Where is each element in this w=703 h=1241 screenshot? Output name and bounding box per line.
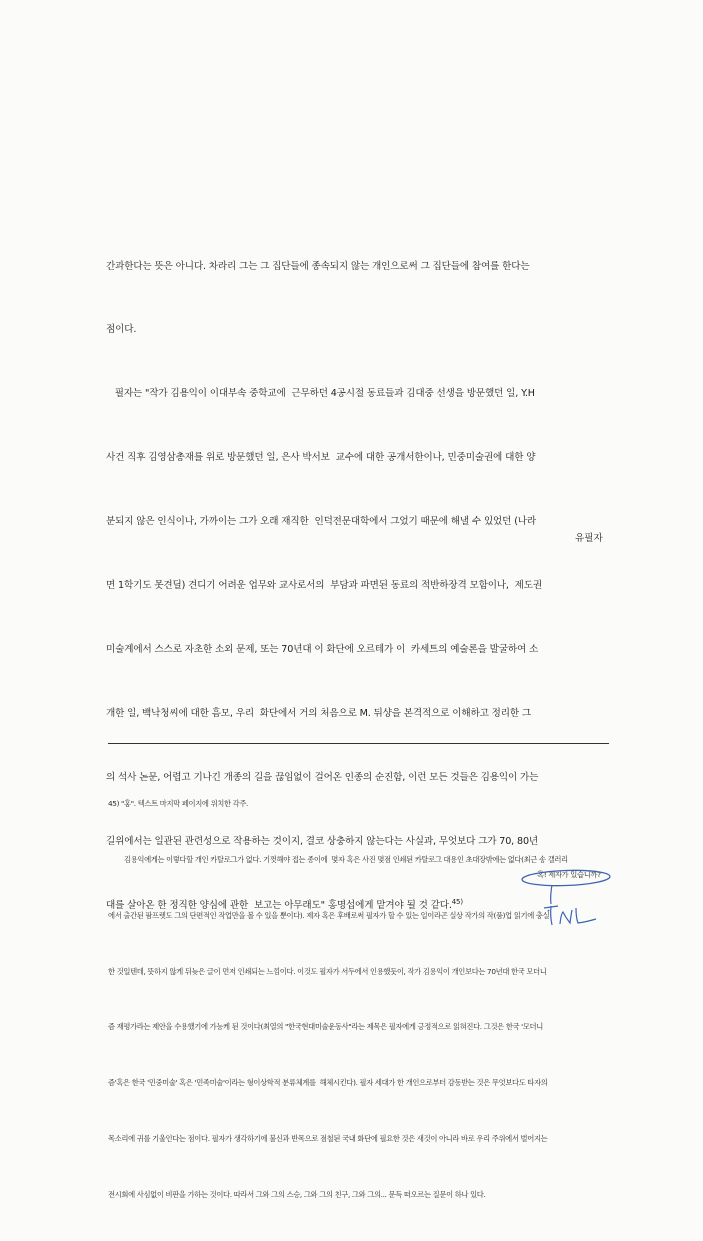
body-line: 면 1학기도 못견딜) 견디기 어려운 업무와 교사로서의 부담과 파면된 동료의 적반하장격 모함이나, 제도권 [106,580,542,592]
body-line-text: 대를 살아온 한 정직한 양심에 관한 보고는 아무래도" 홍명섭에게 맡겨야 될 것 같다. [106,899,452,911]
pen-signature-t [544,906,558,925]
body-line: 길위에서는 일관된 관련성으로 작용하는 것이지, 결코 상충하지 않는다는 사실과, 무엇보다 그가 70, 80년 [106,835,539,847]
footnote-divider [108,743,609,744]
pen-signature-n [560,910,572,924]
footnote-line: 목소리에 귀를 기울인다는 점이다. 필자가 생각하기에 불신과 반목으로 점철된 국내 화단에 필요한 것은 새것이 아니라 바로 우리 주위에서 벌어지는 [108,1133,548,1143]
author-signature: 유필자 [575,533,603,544]
handwritten-question: 혹! 제자가 있습니까? [537,870,601,879]
footnote-line: 김용익에게는 이렇다할 개인 카탈로그가 없다. 기껏해야 접는 종이에 몇자 혹은 사진 몇점 인쇄된 카탈로그 대용인 초대장밖에는 없다(최근 송 갤러리 [124,854,568,864]
footnote-line: 에서 출간된 팜프렛도 그의 단편적인 작업만을 볼 수 있을 뿐이다). 제자 혹은 후배로써 필자가 할 수 있는 일이라곤 실상 작가의 작(품)업 읽기에 충실 [108,910,550,920]
footnote-header: 45) "홍". 텍스트 마지막 페이지에 위치한 각주. [108,799,249,809]
footnote-line: 한 것일텐데, 뜻하지 않게 뒤늦은 글이 먼저 인쇄되는 느낌이다. 이것도 필자가 서두에서 인용했듯이, 작가 김용익이 개인보다는 70년대 한국 모더니 [108,966,547,976]
footnote-reference: 45) [451,897,463,906]
body-line: 개한 일, 백낙청씨에 대한 흠모, 우리 화단에서 거의 처음으로 M. 뒤샹을 본격적으로 이해하고 정리한 그 [106,707,532,719]
body-line: 사건 직후 김영삼총재를 위로 방문했던 일, 은사 박서보 교수에 대한 공개서한이나, 민중미술권에 대한 양 [106,452,536,464]
body-line: 간과한다는 뜻은 아니다. 차라리 그는 그 집단들에 종속되지 않는 개인으로써 그 집단들에 참여를 한다는 [106,260,530,272]
footnote-line: 전시회에 사심없이 비판을 가하는 것이다. 따라서 그와 그의 스승, 그와 그의 친구, 그와 그의... 문득 떠오르는 질문이 하나 있다. [108,1189,486,1199]
footnote-line: 즘'혹은 한국 '민중미술' 혹은 '민족미술'이라는 형이상학적 분류체계를 해체시킨다). 필자 세대가 한 개인으로부터 감동받는 것은 무엇보다도 타자의 [108,1078,548,1088]
body-line: 의 석사 논문, 어렵고 기나긴 개종의 길을 끊임없이 걸어온 인종의 순진함, 이런 모든 것들은 김용익이 가는 [106,771,539,783]
pen-signature-l [576,908,596,923]
handwritten-annotation [500,868,630,938]
pen-circle [522,869,610,887]
body-line: 점이다. [106,324,137,336]
body-line: 필자는 "작가 김용익이 이대부속 중학교에 근무하던 4공시절 동료들과 김대중 선생을 방문했던 일, Y.H [106,388,535,400]
body-line: 분되지 않은 인식이나, 가까이는 그가 오래 재직한 인덕전문대학에서 그었기 때문에 해낼 수 있었던 (나라 [106,516,537,528]
footnote-line: 즘 재평가라는 제안을 수용했기에 가능케 된 것이다(최열의 "한국현대미술운동사"라는 제목은 필자에게 긍정적으로 읽혀진다. 그것은 한국 '모더니 [108,1022,543,1032]
pen-stroke [551,885,552,904]
pen-dot [548,910,549,911]
body-line: 미술계에서 스스로 자초한 소외 문제, 또는 70년대 이 화단에 오르테가 이 카세트의 예술론을 발굴하여 소 [106,643,539,655]
